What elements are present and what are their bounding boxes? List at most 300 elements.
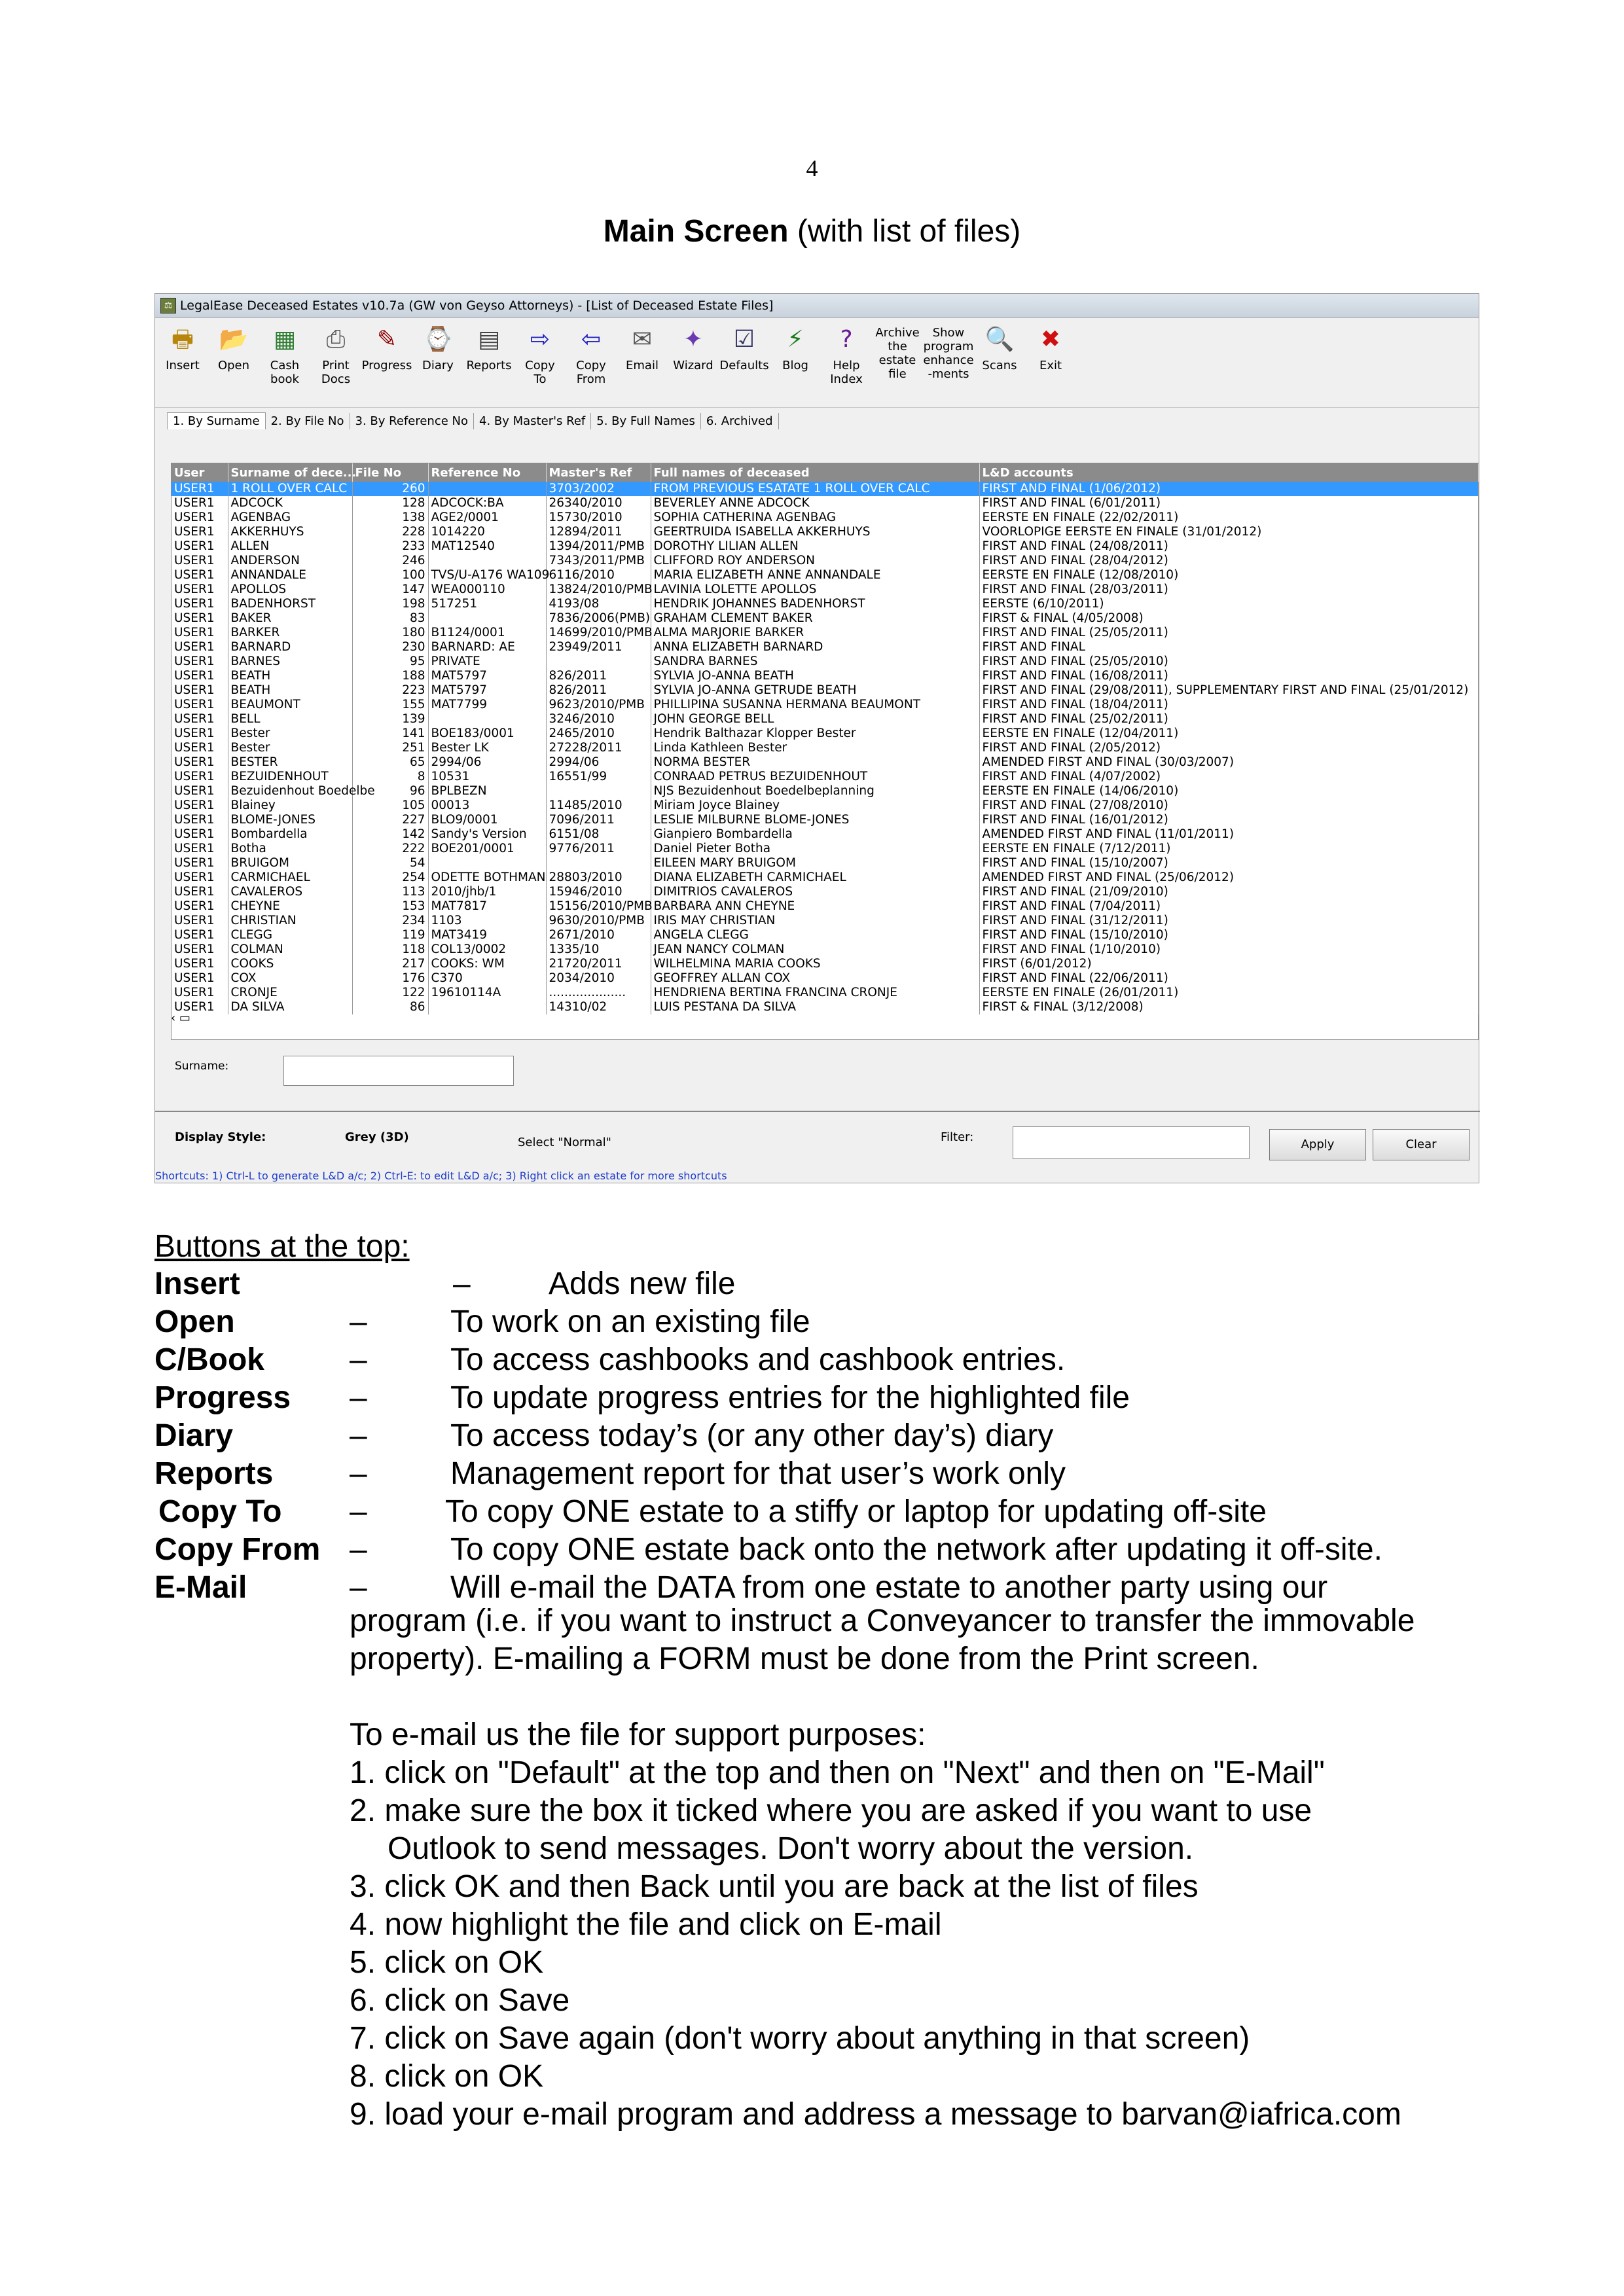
toolbar-button-help[interactable] xyxy=(825,323,867,386)
table-cell: 222 xyxy=(352,842,428,856)
toolbar-button-label: Exit xyxy=(1039,359,1062,372)
display-style-value[interactable]: Grey (3D) xyxy=(345,1130,409,1144)
table-cell: USER1 xyxy=(171,568,228,583)
table-cell: 147 xyxy=(352,583,428,597)
table-cell: FIRST AND FINAL (25/02/2011) xyxy=(979,712,1478,726)
table-cell: CONRAAD PETRUS BEZUIDENHOUT xyxy=(651,770,979,784)
table-row[interactable] xyxy=(171,914,1478,928)
table-cell: FIRST & FINAL (3/12/2008) xyxy=(979,1000,1478,1014)
tab-4[interactable]: 4. By Master's Ref xyxy=(474,413,591,429)
definition-dash: – xyxy=(453,1266,471,1301)
table-cell: MAT5797 xyxy=(428,683,546,698)
table-cell: USER1 xyxy=(171,482,228,496)
toolbar-button-label: Cash book xyxy=(270,359,300,386)
table-cell: 1 ROLL OVER CALC xyxy=(228,482,352,496)
table-cell: CHRISTIAN xyxy=(228,914,352,928)
table-cell: CLIFFORD ROY ANDERSON xyxy=(651,554,979,568)
email-continuation-2: property). E-mailing a FORM must be done from the Print screen. xyxy=(350,1641,1259,1676)
table-cell: USER1 xyxy=(171,1000,228,1014)
table-row[interactable] xyxy=(171,770,1478,784)
table-cell: FIRST & FINAL (4/05/2008) xyxy=(979,611,1478,626)
table-cell: EILEEN MARY BRUIGOM xyxy=(651,856,979,870)
table-cell: 3246/2010 xyxy=(546,712,651,726)
table-row[interactable] xyxy=(171,525,1478,539)
table-cell: USER1 xyxy=(171,611,228,626)
toolbar-button-label: Print Docs xyxy=(321,359,351,386)
table-cell: Bester xyxy=(228,741,352,755)
table-cell: FIRST AND FINAL (2/05/2012) xyxy=(979,741,1478,755)
table-cell: FIRST AND FINAL (25/05/2011) xyxy=(979,626,1478,640)
table-row[interactable] xyxy=(171,712,1478,726)
toolbar-button-label: Show program enhance -ments xyxy=(923,326,974,381)
table-cell: 188 xyxy=(352,669,428,683)
table-cell: 10531 xyxy=(428,770,546,784)
definition-term: Open xyxy=(154,1304,235,1339)
table-cell: BELL xyxy=(228,712,352,726)
table-cell: USER1 xyxy=(171,798,228,813)
table-cell: BARKER xyxy=(228,626,352,640)
table-cell: 141 xyxy=(352,726,428,741)
column-header[interactable]: Surname of dece... xyxy=(228,463,352,482)
column-header[interactable]: User xyxy=(171,463,228,482)
definition-dash: – xyxy=(350,1456,367,1491)
table-cell: COOKS xyxy=(228,957,352,971)
table-cell: BOE201/0001 xyxy=(428,842,546,856)
table-cell: USER1 xyxy=(171,496,228,511)
table-cell: B1124/0001 xyxy=(428,626,546,640)
table-cell: EERSTE EN FINALE (7/12/2011) xyxy=(979,842,1478,856)
table-cell: Bester xyxy=(228,726,352,741)
definition-dash: – xyxy=(350,1570,367,1605)
scans-icon: 🔍 xyxy=(984,326,1015,353)
table-row[interactable] xyxy=(171,899,1478,914)
table-row[interactable] xyxy=(171,640,1478,655)
toolbar-button-defaults[interactable] xyxy=(719,323,769,372)
table-cell xyxy=(428,611,546,626)
table-cell: 233 xyxy=(352,539,428,554)
table-cell: 6151/08 xyxy=(546,827,651,842)
table-cell: 2010/jhb/1 xyxy=(428,885,546,899)
definition-description: Will e-mail the DATA from one estate to another party using our xyxy=(450,1570,1328,1605)
definition-term: C/Book xyxy=(154,1342,264,1377)
clear-button[interactable]: Clear xyxy=(1373,1129,1470,1160)
table-row[interactable] xyxy=(171,986,1478,1000)
table-cell: FIRST AND FINAL (31/12/2011) xyxy=(979,914,1478,928)
table-cell: ANDERSON xyxy=(228,554,352,568)
support-step: 1. click on "Default" at the top and then on "Next" and then on "E-Mail" xyxy=(350,1755,1325,1790)
table-cell: USER1 xyxy=(171,583,228,597)
tab-3[interactable]: 3. By Reference No xyxy=(350,413,474,429)
table-row[interactable] xyxy=(171,482,1478,496)
table-cell: BLOME-JONES xyxy=(228,813,352,827)
table-row[interactable] xyxy=(171,583,1478,597)
table-cell: AGENBAG xyxy=(228,511,352,525)
tab-5[interactable]: 5. By Full Names xyxy=(591,413,701,429)
table-cell: 217 xyxy=(352,957,428,971)
column-header[interactable]: L&D accounts xyxy=(979,463,1478,482)
help-icon: ? xyxy=(840,326,853,353)
table-cell: DA SILVA xyxy=(228,1000,352,1014)
copy-from-icon: ⇦ xyxy=(581,326,602,353)
toolbar-button-email[interactable] xyxy=(621,323,663,372)
table-cell: 28803/2010 xyxy=(546,870,651,885)
definition-dash: – xyxy=(350,1380,367,1415)
toolbar-button-label: Progress xyxy=(361,359,412,372)
table-cell: 128 xyxy=(352,496,428,511)
table-cell: Bester LK xyxy=(428,741,546,755)
toolbar-button-progress[interactable] xyxy=(361,323,412,372)
toolbar-button-reports[interactable] xyxy=(468,323,510,372)
table-cell: CLEGG xyxy=(228,928,352,942)
toolbar-button-cash[interactable] xyxy=(264,323,306,386)
tab-2[interactable]: 2. By File No xyxy=(266,413,350,429)
table-cell: 251 xyxy=(352,741,428,755)
table-cell: USER1 xyxy=(171,640,228,655)
table-cell: WILHELMINA MARIA COOKS xyxy=(651,957,979,971)
table-cell: VOORLOPIGE EERSTE EN FINALE (31/01/2012) xyxy=(979,525,1478,539)
toolbar-button-label: Email xyxy=(626,359,659,372)
table-row[interactable] xyxy=(171,870,1478,885)
table-cell: ODETTE BOTHMAN xyxy=(428,870,546,885)
table-cell: EERSTE EN FINALE (26/01/2011) xyxy=(979,986,1478,1000)
table-cell: DIMITRIOS CAVALEROS xyxy=(651,885,979,899)
table-row[interactable] xyxy=(171,568,1478,583)
table-cell: 153 xyxy=(352,899,428,914)
table-cell xyxy=(546,856,651,870)
table-cell: JEAN NANCY COLMAN xyxy=(651,942,979,957)
toolbar-button-diary[interactable] xyxy=(417,323,459,372)
table-cell: 1014220 xyxy=(428,525,546,539)
table-cell: USER1 xyxy=(171,770,228,784)
table-cell: BEATH xyxy=(228,683,352,698)
table-cell: 6116/2010 xyxy=(546,568,651,583)
table-cell: USER1 xyxy=(171,525,228,539)
table-cell: ALMA MARJORIE BARKER xyxy=(651,626,979,640)
table-cell: Sandy's Version xyxy=(428,827,546,842)
table-cell: 2994/06 xyxy=(428,755,546,770)
table-cell: EERSTE (6/10/2011) xyxy=(979,597,1478,611)
table-cell: 4193/08 xyxy=(546,597,651,611)
apply-button[interactable]: Apply xyxy=(1269,1129,1366,1160)
table-cell: IRIS MAY CHRISTIAN xyxy=(651,914,979,928)
table-cell: ADCOCK xyxy=(228,496,352,511)
table-cell: BARNARD xyxy=(228,640,352,655)
surname-label: Surname: xyxy=(175,1060,229,1073)
toolbar-button-open[interactable] xyxy=(213,323,255,372)
definition-description: To access today’s (or any other day’s) diary xyxy=(450,1418,1054,1453)
table-cell: 517251 xyxy=(428,597,546,611)
table-cell: USER1 xyxy=(171,712,228,726)
table-cell: BRUIGOM xyxy=(228,856,352,870)
toolbar-button-copy[interactable] xyxy=(519,323,561,386)
table-cell: 2034/2010 xyxy=(546,971,651,986)
table-row[interactable] xyxy=(171,971,1478,986)
tab-6[interactable]: 6. Archived xyxy=(701,413,779,429)
table-cell: FIRST AND FINAL (18/04/2011) xyxy=(979,698,1478,712)
table-cell: Bezuidenhout Boedelbe xyxy=(228,784,352,798)
definition-term: Copy To xyxy=(158,1494,282,1529)
horizontal-scrollbar[interactable]: ‹ ▭ xyxy=(171,1011,190,1025)
table-cell: BESTER xyxy=(228,755,352,770)
table-row[interactable] xyxy=(171,1000,1478,1014)
table-cell: NORMA BESTER xyxy=(651,755,979,770)
table-row[interactable] xyxy=(171,669,1478,683)
column-header[interactable]: Full names of deceased xyxy=(651,463,979,482)
definition-description: To update progress entries for the highlighted file xyxy=(450,1380,1130,1415)
table-row[interactable] xyxy=(171,597,1478,611)
table-cell: 7836/2006(PMB) xyxy=(546,611,651,626)
table-cell xyxy=(428,1000,546,1014)
support-step: 4. now highlight the file and click on E-mail xyxy=(350,1907,942,1942)
table-cell: SOPHIA CATHERINA AGENBAG xyxy=(651,511,979,525)
toolbar-button-copy[interactable] xyxy=(570,323,612,386)
table-cell: 223 xyxy=(352,683,428,698)
column-header[interactable]: Reference No xyxy=(428,463,546,482)
table-cell: Linda Kathleen Bester xyxy=(651,741,979,755)
table-cell: USER1 xyxy=(171,885,228,899)
toolbar-button-wizard[interactable] xyxy=(672,323,714,372)
reports-icon: ▤ xyxy=(477,326,500,353)
table-cell: 86 xyxy=(352,1000,428,1014)
toolbar-button-label: Copy To xyxy=(525,359,555,386)
table-cell: MAT7817 xyxy=(428,899,546,914)
diary-icon: ⌚ xyxy=(423,326,453,353)
toolbar-button-show[interactable] xyxy=(923,323,974,381)
table-cell: 95 xyxy=(352,655,428,669)
table-cell: USER1 xyxy=(171,539,228,554)
table-cell: 83 xyxy=(352,611,428,626)
table-cell: FIRST AND FINAL (15/10/2007) xyxy=(979,856,1478,870)
table-cell: 113 xyxy=(352,885,428,899)
window-titlebar xyxy=(155,294,1479,318)
toolbar-button-label: Insert xyxy=(166,359,200,372)
table-row[interactable] xyxy=(171,957,1478,971)
table-cell: USER1 xyxy=(171,856,228,870)
table-row[interactable] xyxy=(171,827,1478,842)
table-cell: GRAHAM CLEMENT BAKER xyxy=(651,611,979,626)
table-row[interactable] xyxy=(171,784,1478,798)
table-cell: USER1 xyxy=(171,597,228,611)
definition-description: Management report for that user’s work only xyxy=(450,1456,1066,1491)
table-cell: 228 xyxy=(352,525,428,539)
table-row[interactable] xyxy=(171,539,1478,554)
table-cell: 2994/06 xyxy=(546,755,651,770)
table-cell: MARIA ELIZABETH ANNE ANNANDALE xyxy=(651,568,979,583)
table-cell: USER1 xyxy=(171,669,228,683)
table-cell: COLMAN xyxy=(228,942,352,957)
table-cell: CAVALEROS xyxy=(228,885,352,899)
toolbar-button-label: Help Index xyxy=(830,359,863,386)
table-row[interactable] xyxy=(171,683,1478,698)
filter-input[interactable] xyxy=(1013,1126,1250,1159)
table-row[interactable] xyxy=(171,928,1478,942)
table-cell: AMENDED FIRST AND FINAL (11/01/2011) xyxy=(979,827,1478,842)
select-normal-link[interactable]: Select "Normal" xyxy=(518,1136,611,1149)
toolbar-button-label: Reports xyxy=(466,359,512,372)
table-row[interactable] xyxy=(171,842,1478,856)
wizard-icon: ✦ xyxy=(683,326,704,353)
table-cell: COX xyxy=(228,971,352,986)
table-row[interactable] xyxy=(171,741,1478,755)
progress-icon: ✎ xyxy=(376,326,397,353)
table-cell: USER1 xyxy=(171,971,228,986)
table-cell: PRIVATE xyxy=(428,655,546,669)
table-cell: 15156/2010/PMB xyxy=(546,899,651,914)
table-cell: BOE183/0001 xyxy=(428,726,546,741)
table-cell: FIRST AND FINAL (29/08/2011), SUPPLEMENTARY FIRST AND FINAL (25/01/2012) xyxy=(979,683,1478,698)
definition-description: To access cashbooks and cashbook entries. xyxy=(450,1342,1066,1377)
table-row[interactable] xyxy=(171,798,1478,813)
table-row[interactable] xyxy=(171,626,1478,640)
toolbar-button-insert[interactable] xyxy=(162,323,204,372)
table-cell: COOKS: WM xyxy=(428,957,546,971)
tab-strip xyxy=(155,408,1479,434)
definition-dash: – xyxy=(350,1418,367,1453)
definition-term: Copy From xyxy=(154,1532,321,1567)
toolbar-button-blog[interactable] xyxy=(774,323,816,372)
table-cell: ANNA ELIZABETH BARNARD xyxy=(651,640,979,655)
table-cell: PHILLIPINA SUSANNA HERMANA BEAUMONT xyxy=(651,698,979,712)
tab-1[interactable]: 1. By Surname xyxy=(167,412,266,429)
table-cell: CARMICHAEL xyxy=(228,870,352,885)
table-cell: 8 xyxy=(352,770,428,784)
toolbar-button-archive[interactable] xyxy=(876,323,918,381)
definition-dash: – xyxy=(350,1532,367,1567)
table-row[interactable] xyxy=(171,496,1478,511)
table-cell: 16551/99 xyxy=(546,770,651,784)
table-cell: Bombardella xyxy=(228,827,352,842)
table-row[interactable] xyxy=(171,554,1478,568)
table-cell: 1335/10 xyxy=(546,942,651,957)
table-cell: 100 xyxy=(352,568,428,583)
table-cell: USER1 xyxy=(171,914,228,928)
table-cell: 1394/2011/PMB xyxy=(546,539,651,554)
page-heading xyxy=(0,213,1624,249)
cashbook-icon: ▦ xyxy=(273,326,296,353)
table-cell: FIRST AND FINAL (6/01/2011) xyxy=(979,496,1478,511)
table-row[interactable] xyxy=(171,655,1478,669)
table-cell: GEOFFREY ALLAN COX xyxy=(651,971,979,986)
table-cell: BEATH xyxy=(228,669,352,683)
app-window xyxy=(154,293,1479,1183)
files-grid[interactable] xyxy=(171,463,1479,1040)
definition-term: Progress xyxy=(154,1380,291,1415)
buttons-heading: Buttons at the top: xyxy=(154,1229,410,1264)
email-continuation-1: program (i.e. if you want to instruct a Conveyancer to transfer the immovable xyxy=(350,1604,1415,1638)
table-cell: FIRST AND FINAL (21/09/2010) xyxy=(979,885,1478,899)
toolbar-button-label: Defaults xyxy=(719,359,769,372)
toolbar-button-label: Archive the estate file xyxy=(875,326,920,381)
table-row[interactable] xyxy=(171,611,1478,626)
table-cell: DOROTHY LILIAN ALLEN xyxy=(651,539,979,554)
table-cell: FROM PREVIOUS ESATATE 1 ROLL OVER CALC xyxy=(651,482,979,496)
table-row[interactable] xyxy=(171,942,1478,957)
table-cell: 9623/2010/PMB xyxy=(546,698,651,712)
table-cell: FIRST AND FINAL (28/03/2011) xyxy=(979,583,1478,597)
table-row[interactable] xyxy=(171,885,1478,899)
table-cell: BADENHORST xyxy=(228,597,352,611)
toolbar-button-label: Open xyxy=(217,359,250,372)
toolbar-button-label: Scans xyxy=(982,359,1017,372)
table-cell: 105 xyxy=(352,798,428,813)
table-cell: USER1 xyxy=(171,928,228,942)
table-cell: EERSTE EN FINALE (12/08/2010) xyxy=(979,568,1478,583)
window-title: LegalEase Deceased Estates v10.7a (GW von Geyso Attorneys) - [List of Deceased Estate Files] xyxy=(180,298,774,313)
table-row[interactable] xyxy=(171,755,1478,770)
table-cell: 12894/2011 xyxy=(546,525,651,539)
table-cell: COL13/0002 xyxy=(428,942,546,957)
table-cell: CRONJE xyxy=(228,986,352,1000)
table-cell: 11485/2010 xyxy=(546,798,651,813)
table-cell: 15730/2010 xyxy=(546,511,651,525)
table-cell: .................... xyxy=(546,986,651,1000)
insert-icon: 🖶 xyxy=(171,326,194,353)
table-cell: USER1 xyxy=(171,957,228,971)
table-cell: SYLVIA JO-ANNA GETRUDE BEATH xyxy=(651,683,979,698)
table-cell: FIRST AND FINAL xyxy=(979,640,1478,655)
table-cell: USER1 xyxy=(171,698,228,712)
toolbar-button-exit[interactable] xyxy=(1030,323,1072,372)
table-cell xyxy=(546,655,651,669)
table-cell: USER1 xyxy=(171,655,228,669)
table-cell: ADCOCK:BA xyxy=(428,496,546,511)
table-row[interactable] xyxy=(171,813,1478,827)
definition-description: To work on an existing file xyxy=(450,1304,810,1339)
table-cell: FIRST AND FINAL (1/10/2010) xyxy=(979,942,1478,957)
table-cell: 9630/2010/PMB xyxy=(546,914,651,928)
table-row[interactable] xyxy=(171,726,1478,741)
table-cell: HENDRIK JOHANNES BADENHORST xyxy=(651,597,979,611)
definition-description: Adds new file xyxy=(549,1266,736,1301)
table-cell: FIRST AND FINAL (22/06/2011) xyxy=(979,971,1478,986)
surname-input[interactable] xyxy=(283,1056,514,1086)
toolbar-button-label: Diary xyxy=(422,359,454,372)
table-cell: 27228/2011 xyxy=(546,741,651,755)
table-cell: 260 xyxy=(352,482,428,496)
table-cell: USER1 xyxy=(171,626,228,640)
table-cell: C370 xyxy=(428,971,546,986)
column-header[interactable]: Master's Ref xyxy=(546,463,651,482)
table-cell: JOHN GEORGE BELL xyxy=(651,712,979,726)
table-cell: 254 xyxy=(352,870,428,885)
filter-label: Filter: xyxy=(941,1130,974,1144)
table-cell: BPLBEZN xyxy=(428,784,546,798)
table-cell: 23949/2011 xyxy=(546,640,651,655)
table-cell: FIRST AND FINAL (24/08/2011) xyxy=(979,539,1478,554)
table-cell: USER1 xyxy=(171,741,228,755)
table-row[interactable] xyxy=(171,698,1478,712)
table-row[interactable] xyxy=(171,856,1478,870)
table-cell: ANNANDALE xyxy=(228,568,352,583)
table-cell: WEA000110 xyxy=(428,583,546,597)
toolbar xyxy=(155,318,1479,408)
table-cell: 180 xyxy=(352,626,428,640)
toolbar-button-scans[interactable] xyxy=(979,323,1020,372)
column-header[interactable]: File No xyxy=(352,463,428,482)
table-cell: 155 xyxy=(352,698,428,712)
definition-dash: – xyxy=(350,1304,367,1339)
table-cell: Blainey xyxy=(228,798,352,813)
table-cell: USER1 xyxy=(171,784,228,798)
table-cell: 96 xyxy=(352,784,428,798)
support-step: 8. click on OK xyxy=(350,2059,544,2094)
table-cell: 227 xyxy=(352,813,428,827)
toolbar-button-print[interactable] xyxy=(315,323,357,386)
table-row[interactable] xyxy=(171,511,1478,525)
table-cell: MAT3419 xyxy=(428,928,546,942)
table-cell: BARNARD: AE xyxy=(428,640,546,655)
table-cell: 2671/2010 xyxy=(546,928,651,942)
